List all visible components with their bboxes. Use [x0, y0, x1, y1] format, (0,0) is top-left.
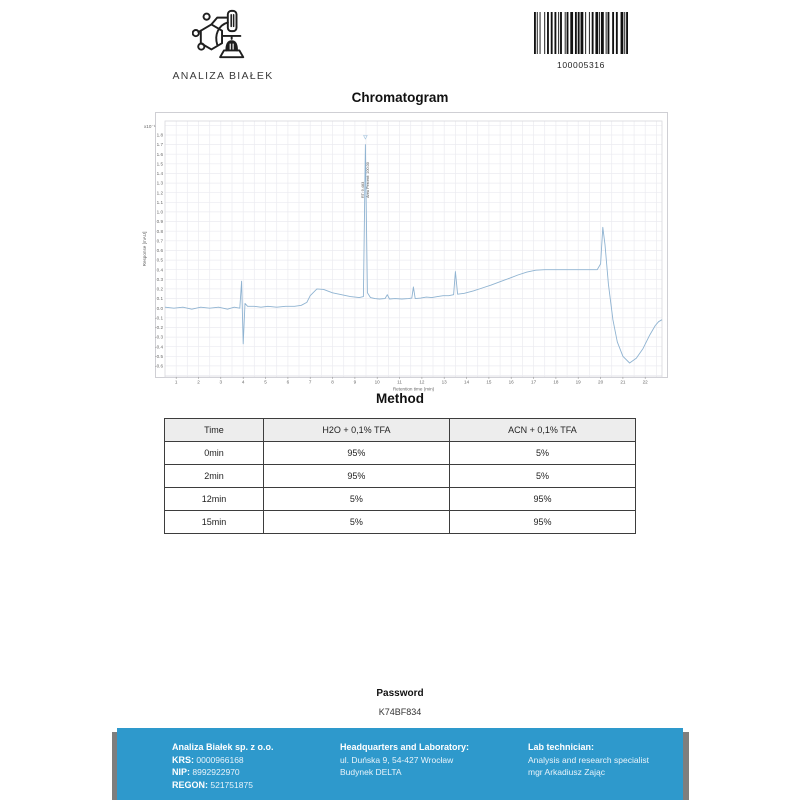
- nip-label: NIP:: [172, 767, 190, 778]
- y-tick-label: 0.9: [156, 219, 163, 225]
- password-label: Password: [376, 688, 424, 699]
- technician-title: Lab technician:: [528, 742, 595, 752]
- password-value: K74BF834: [378, 707, 422, 717]
- x-tick-label: 10: [374, 379, 380, 385]
- technician-line2: mgr Arkadiusz Zając: [528, 766, 605, 777]
- x-tick-label: 7: [308, 379, 312, 385]
- chromatogram-chart: [140, 112, 668, 392]
- table-cell: 15min: [165, 511, 264, 534]
- footer-company: [172, 741, 340, 800]
- x-tick-label: 16: [508, 379, 514, 385]
- footer-technician: [528, 741, 678, 800]
- x-tick-label: 8: [331, 379, 334, 385]
- y-tick-label: 1.3: [156, 180, 163, 186]
- x-tick-label: 19: [575, 379, 581, 385]
- y-tick-label: 0.5: [156, 257, 163, 263]
- regon-value: 521751875: [210, 779, 253, 790]
- y-tick-label: 0.8: [156, 228, 163, 234]
- y-tick-label: 0.1: [156, 296, 163, 302]
- headquarters-title: Headquarters and Laboratory:: [340, 742, 470, 752]
- y-tick-label: 0.7: [156, 238, 163, 244]
- peak-annotation-text: RT: 9.483: [360, 181, 365, 198]
- x-tick-label: 5: [264, 379, 267, 385]
- peak-annotation-text: Area Percent: 100.00: [365, 162, 370, 198]
- y-tick-label: 1.2: [156, 190, 163, 196]
- company-name: Analiza Białek sp. z o.o.: [172, 742, 274, 752]
- x-tick-label: 4: [241, 379, 245, 385]
- y-tick-label: 1.8: [156, 132, 163, 138]
- y-axis-label: Response [mAU]: [142, 231, 147, 267]
- table-cell: 0min: [165, 442, 264, 465]
- nip-value: 8992922970: [192, 767, 240, 778]
- barcode-number: 100005316: [557, 60, 605, 70]
- x-axis-label: Retention time (min): [392, 386, 435, 392]
- y-tick-label: 0.3: [156, 276, 163, 282]
- y-tick-label: -0.5: [155, 353, 163, 359]
- company-krs: [172, 754, 340, 767]
- y-tick-label: -0.2: [155, 325, 163, 330]
- method-title: Method: [376, 391, 424, 406]
- y-tick-label: -0.3: [155, 334, 163, 340]
- table-row: [165, 465, 636, 488]
- headquarters-address-line2: Budynek DELTA: [340, 766, 402, 777]
- table-row: [165, 511, 636, 534]
- y-tick-label: 1.4: [156, 171, 163, 177]
- y-axis-multiplier: x10⁻¹: [144, 124, 156, 129]
- x-tick-label: 20: [598, 379, 604, 385]
- y-tick-label: 1.1: [156, 199, 163, 205]
- footer-headquarters: [340, 741, 528, 800]
- x-tick-label: 9: [353, 379, 357, 385]
- x-tick-label: 1: [174, 379, 178, 385]
- table-header-cell: ACN + 0,1% TFA: [449, 419, 635, 442]
- footer: [117, 728, 683, 800]
- x-tick-label: 17: [531, 379, 537, 385]
- x-tick-label: 21: [620, 379, 626, 385]
- y-tick-label: -0.6: [155, 363, 163, 369]
- x-tick-label: 12: [419, 379, 425, 385]
- table-cell: 95%: [449, 511, 635, 534]
- y-tick-label: 0.4: [156, 267, 163, 273]
- table-cell: 5%: [263, 488, 449, 511]
- table-cell: 12min: [165, 488, 264, 511]
- headquarters-address-line1: ul. Duńska 9, 54-427 Wrocław: [340, 754, 454, 765]
- table-cell: 2min: [165, 465, 264, 488]
- chromatogram-trace: [165, 145, 662, 363]
- table-header-cell: Time: [165, 419, 264, 442]
- x-tick-label: 2: [197, 379, 200, 385]
- x-tick-label: 15: [486, 379, 492, 385]
- chromatogram-title: Chromatogram: [351, 90, 449, 105]
- x-tick-label: 3: [219, 379, 223, 385]
- y-tick-label: 1.6: [156, 151, 163, 157]
- company-regon: [172, 779, 340, 792]
- logo-text: ANALIZA BIAŁEK: [172, 70, 274, 82]
- table-row: [165, 488, 636, 511]
- x-tick-label: 14: [464, 379, 470, 385]
- x-tick-label: 11: [397, 379, 402, 385]
- barcode: [534, 12, 628, 70]
- footer-shadow-right: [683, 732, 689, 800]
- krs-label: KRS:: [172, 754, 194, 765]
- y-tick-label: -0.1: [155, 315, 163, 321]
- y-tick-label: 1.5: [156, 161, 163, 167]
- chromatogram-svg: [140, 112, 668, 392]
- table-cell: 5%: [449, 442, 635, 465]
- regon-label: REGON:: [172, 779, 208, 790]
- y-tick-label: -0.4: [155, 344, 163, 350]
- x-tick-label: 22: [642, 379, 648, 385]
- table-header-row: [165, 419, 636, 442]
- table-cell: 5%: [449, 465, 635, 488]
- chart-plot-frame: [165, 121, 662, 377]
- company-nip: [172, 766, 340, 779]
- y-tick-label: 0.0: [156, 305, 163, 311]
- y-tick-label: 1.0: [156, 209, 163, 215]
- method-table: [164, 418, 636, 534]
- table-cell: 5%: [263, 511, 449, 534]
- table-row: [165, 442, 636, 465]
- krs-value: 0000966168: [196, 754, 244, 765]
- y-tick-label: 0.2: [156, 286, 163, 292]
- y-tick-label: 0.6: [156, 248, 163, 253]
- table-cell: 95%: [263, 465, 449, 488]
- table-header-cell: H2O + 0,1% TFA: [263, 419, 449, 442]
- password-section: [0, 688, 800, 717]
- x-tick-label: 13: [441, 379, 447, 385]
- barcode-bars: [534, 12, 628, 54]
- technician-line1: Analysis and research specialist: [528, 754, 649, 765]
- x-tick-label: 18: [553, 379, 559, 385]
- x-tick-label: 6: [286, 379, 290, 385]
- table-cell: 95%: [449, 488, 635, 511]
- molecule-microscope-icon: [192, 8, 254, 62]
- y-tick-label: 1.7: [156, 142, 163, 148]
- logo: [168, 8, 278, 82]
- table-cell: 95%: [263, 442, 449, 465]
- peak-marker-icon: [364, 136, 368, 140]
